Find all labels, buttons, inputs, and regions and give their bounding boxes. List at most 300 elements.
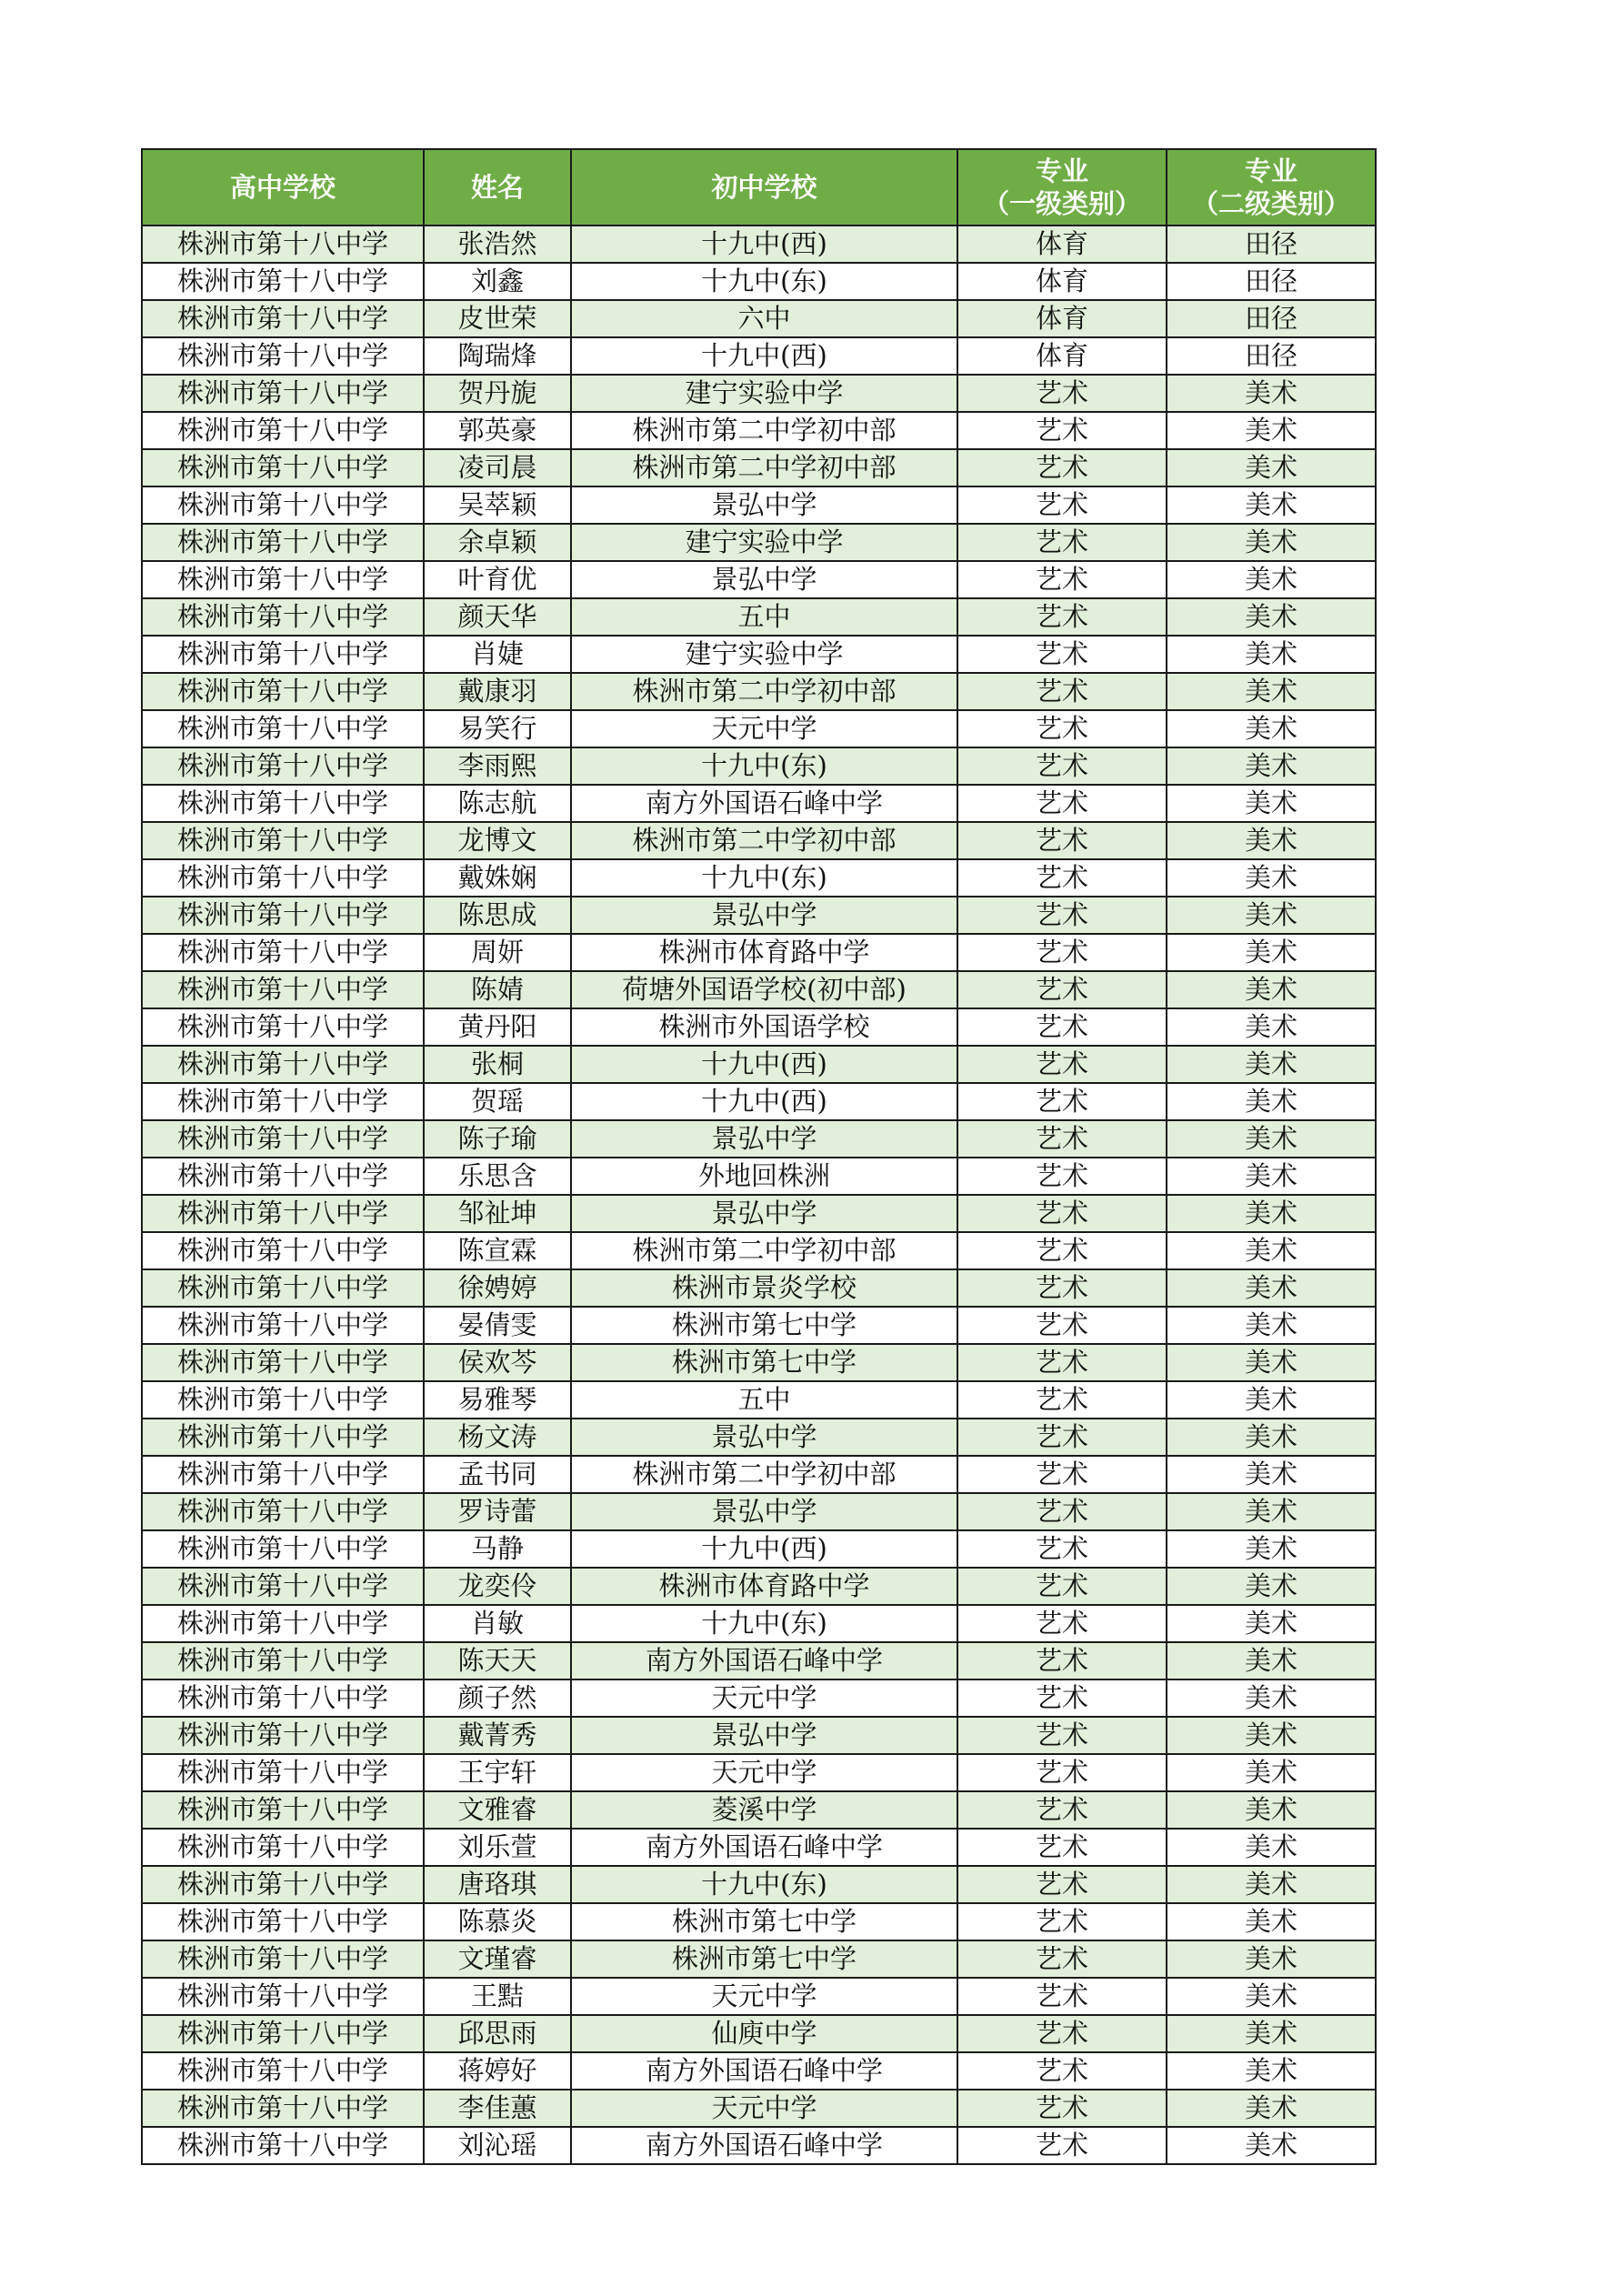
cell-major-level-1: 艺术 bbox=[957, 1195, 1167, 1232]
cell-name: 陶瑞烽 bbox=[424, 337, 571, 375]
cell-major-level-2: 美术 bbox=[1167, 785, 1376, 822]
cell-major-level-2: 美术 bbox=[1167, 1829, 1376, 1866]
column-header-major-level-2: 专业 （二级类别） bbox=[1167, 149, 1376, 226]
cell-high-school: 株洲市第十八中学 bbox=[142, 1083, 424, 1120]
cell-name: 马静 bbox=[424, 1530, 571, 1568]
cell-middle-school: 株洲市景炎学校 bbox=[571, 1269, 957, 1307]
cell-high-school: 株洲市第十八中学 bbox=[142, 971, 424, 1008]
cell-middle-school: 建宁实验中学 bbox=[571, 524, 957, 561]
table-row bbox=[142, 2127, 1376, 2164]
cell-middle-school: 荷塘外国语学校(初中部) bbox=[571, 971, 957, 1008]
table-row bbox=[142, 1754, 1376, 1791]
cell-name: 戴菁秀 bbox=[424, 1717, 571, 1754]
cell-major-level-1: 艺术 bbox=[957, 2090, 1167, 2127]
cell-name: 陈宣霖 bbox=[424, 1232, 571, 1269]
table-row bbox=[142, 1679, 1376, 1717]
cell-name: 肖婕 bbox=[424, 636, 571, 673]
table-row bbox=[142, 2052, 1376, 2090]
cell-high-school: 株洲市第十八中学 bbox=[142, 561, 424, 598]
cell-name: 戴康羽 bbox=[424, 673, 571, 710]
cell-middle-school: 株洲市第二中学初中部 bbox=[571, 449, 957, 486]
cell-middle-school: 株洲市第七中学 bbox=[571, 1344, 957, 1381]
table-row bbox=[142, 1978, 1376, 2015]
cell-high-school: 株洲市第十八中学 bbox=[142, 2090, 424, 2127]
cell-major-level-2: 美术 bbox=[1167, 673, 1376, 710]
cell-major-level-2: 美术 bbox=[1167, 561, 1376, 598]
cell-middle-school: 景弘中学 bbox=[571, 1195, 957, 1232]
cell-middle-school: 南方外国语石峰中学 bbox=[571, 785, 957, 822]
cell-name: 晏倩雯 bbox=[424, 1307, 571, 1344]
cell-name: 龙博文 bbox=[424, 822, 571, 859]
admission-table bbox=[141, 148, 1377, 2165]
cell-major-level-1: 艺术 bbox=[957, 2127, 1167, 2164]
cell-major-level-1: 艺术 bbox=[957, 1791, 1167, 1829]
cell-major-level-2: 美术 bbox=[1167, 1978, 1376, 2015]
table-row bbox=[142, 449, 1376, 486]
cell-name: 罗诗蕾 bbox=[424, 1493, 571, 1530]
table-row bbox=[142, 636, 1376, 673]
cell-middle-school: 十九中(西) bbox=[571, 1083, 957, 1120]
cell-major-level-1: 艺术 bbox=[957, 1717, 1167, 1754]
cell-major-level-2: 美术 bbox=[1167, 2090, 1376, 2127]
cell-major-level-1: 艺术 bbox=[957, 710, 1167, 747]
cell-major-level-1: 艺术 bbox=[957, 561, 1167, 598]
cell-high-school: 株洲市第十八中学 bbox=[142, 859, 424, 897]
cell-name: 郭英豪 bbox=[424, 412, 571, 449]
cell-major-level-2: 美术 bbox=[1167, 747, 1376, 785]
table-row bbox=[142, 1642, 1376, 1679]
cell-middle-school: 建宁实验中学 bbox=[571, 636, 957, 673]
cell-middle-school: 南方外国语石峰中学 bbox=[571, 2052, 957, 2090]
cell-major-level-1: 艺术 bbox=[957, 1605, 1167, 1642]
cell-high-school: 株洲市第十八中学 bbox=[142, 486, 424, 524]
cell-middle-school: 六中 bbox=[571, 300, 957, 337]
cell-major-level-1: 艺术 bbox=[957, 785, 1167, 822]
table-body bbox=[142, 226, 1376, 2164]
cell-high-school: 株洲市第十八中学 bbox=[142, 300, 424, 337]
table-row bbox=[142, 1269, 1376, 1307]
table-row bbox=[142, 300, 1376, 337]
cell-middle-school: 十九中(东) bbox=[571, 263, 957, 300]
cell-major-level-1: 艺术 bbox=[957, 412, 1167, 449]
cell-major-level-1: 艺术 bbox=[957, 1120, 1167, 1158]
cell-high-school: 株洲市第十八中学 bbox=[142, 1269, 424, 1307]
cell-middle-school: 十九中(东) bbox=[571, 1605, 957, 1642]
cell-name: 陈志航 bbox=[424, 785, 571, 822]
table-row bbox=[142, 971, 1376, 1008]
cell-middle-school: 景弘中学 bbox=[571, 897, 957, 934]
cell-major-level-2: 美术 bbox=[1167, 859, 1376, 897]
cell-major-level-1: 艺术 bbox=[957, 1530, 1167, 1568]
cell-high-school: 株洲市第十八中学 bbox=[142, 524, 424, 561]
cell-major-level-1: 体育 bbox=[957, 263, 1167, 300]
cell-name: 文瑾睿 bbox=[424, 1940, 571, 1978]
table-row bbox=[142, 1940, 1376, 1978]
cell-name: 李佳蕙 bbox=[424, 2090, 571, 2127]
cell-major-level-2: 美术 bbox=[1167, 375, 1376, 412]
cell-major-level-2: 美术 bbox=[1167, 822, 1376, 859]
cell-middle-school: 十九中(西) bbox=[571, 1046, 957, 1083]
cell-middle-school: 天元中学 bbox=[571, 710, 957, 747]
cell-major-level-2: 美术 bbox=[1167, 1903, 1376, 1940]
cell-middle-school: 株洲市第二中学初中部 bbox=[571, 412, 957, 449]
cell-major-level-2: 美术 bbox=[1167, 2052, 1376, 2090]
table-row bbox=[142, 337, 1376, 375]
cell-major-level-1: 艺术 bbox=[957, 1978, 1167, 2015]
cell-major-level-1: 艺术 bbox=[957, 524, 1167, 561]
cell-name: 陈天天 bbox=[424, 1642, 571, 1679]
cell-name: 颜子然 bbox=[424, 1679, 571, 1717]
cell-major-level-2: 美术 bbox=[1167, 2015, 1376, 2052]
table-row bbox=[142, 822, 1376, 859]
cell-major-level-2: 美术 bbox=[1167, 1307, 1376, 1344]
cell-major-level-1: 艺术 bbox=[957, 1568, 1167, 1605]
cell-major-level-2: 美术 bbox=[1167, 1940, 1376, 1978]
cell-major-level-1: 艺术 bbox=[957, 1344, 1167, 1381]
cell-major-level-2: 田径 bbox=[1167, 337, 1376, 375]
cell-major-level-1: 艺术 bbox=[957, 2052, 1167, 2090]
cell-major-level-2: 美术 bbox=[1167, 412, 1376, 449]
cell-high-school: 株洲市第十八中学 bbox=[142, 673, 424, 710]
cell-high-school: 株洲市第十八中学 bbox=[142, 1829, 424, 1866]
cell-high-school: 株洲市第十八中学 bbox=[142, 337, 424, 375]
cell-major-level-1: 艺术 bbox=[957, 1307, 1167, 1344]
cell-middle-school: 十九中(东) bbox=[571, 747, 957, 785]
cell-name: 贺丹旎 bbox=[424, 375, 571, 412]
cell-major-level-2: 美术 bbox=[1167, 1642, 1376, 1679]
cell-high-school: 株洲市第十八中学 bbox=[142, 375, 424, 412]
cell-major-level-1: 艺术 bbox=[957, 1381, 1167, 1419]
table-row bbox=[142, 747, 1376, 785]
cell-high-school: 株洲市第十八中学 bbox=[142, 747, 424, 785]
cell-middle-school: 株洲市第二中学初中部 bbox=[571, 673, 957, 710]
table-row bbox=[142, 1605, 1376, 1642]
cell-high-school: 株洲市第十八中学 bbox=[142, 2052, 424, 2090]
cell-major-level-2: 美术 bbox=[1167, 1344, 1376, 1381]
cell-middle-school: 十九中(西) bbox=[571, 1530, 957, 1568]
cell-name: 唐珞琪 bbox=[424, 1866, 571, 1903]
cell-name: 张浩然 bbox=[424, 226, 571, 263]
cell-middle-school: 天元中学 bbox=[571, 2090, 957, 2127]
table-row bbox=[142, 1419, 1376, 1456]
cell-name: 易雅琴 bbox=[424, 1381, 571, 1419]
cell-major-level-2: 美术 bbox=[1167, 1605, 1376, 1642]
table-row bbox=[142, 1903, 1376, 1940]
cell-major-level-2: 美术 bbox=[1167, 2127, 1376, 2164]
table-row bbox=[142, 598, 1376, 636]
cell-major-level-2: 美术 bbox=[1167, 1717, 1376, 1754]
cell-major-level-1: 艺术 bbox=[957, 1008, 1167, 1046]
cell-high-school: 株洲市第十八中学 bbox=[142, 1232, 424, 1269]
table-row bbox=[142, 1083, 1376, 1120]
cell-high-school: 株洲市第十八中学 bbox=[142, 897, 424, 934]
cell-high-school: 株洲市第十八中学 bbox=[142, 1605, 424, 1642]
cell-major-level-1: 艺术 bbox=[957, 636, 1167, 673]
cell-high-school: 株洲市第十八中学 bbox=[142, 1381, 424, 1419]
cell-middle-school: 十九中(东) bbox=[571, 1866, 957, 1903]
cell-middle-school: 株洲市第七中学 bbox=[571, 1940, 957, 1978]
cell-name: 文雅睿 bbox=[424, 1791, 571, 1829]
cell-major-level-1: 艺术 bbox=[957, 1829, 1167, 1866]
cell-high-school: 株洲市第十八中学 bbox=[142, 1717, 424, 1754]
cell-high-school: 株洲市第十八中学 bbox=[142, 1456, 424, 1493]
cell-high-school: 株洲市第十八中学 bbox=[142, 1940, 424, 1978]
cell-name: 余卓颖 bbox=[424, 524, 571, 561]
cell-major-level-2: 美术 bbox=[1167, 1530, 1376, 1568]
cell-high-school: 株洲市第十八中学 bbox=[142, 449, 424, 486]
table-row bbox=[142, 1195, 1376, 1232]
cell-major-level-2: 美术 bbox=[1167, 1568, 1376, 1605]
cell-high-school: 株洲市第十八中学 bbox=[142, 1866, 424, 1903]
cell-major-level-2: 美术 bbox=[1167, 1419, 1376, 1456]
cell-high-school: 株洲市第十八中学 bbox=[142, 226, 424, 263]
cell-name: 刘乐萱 bbox=[424, 1829, 571, 1866]
cell-middle-school: 十九中(西) bbox=[571, 226, 957, 263]
cell-high-school: 株洲市第十八中学 bbox=[142, 1008, 424, 1046]
cell-high-school: 株洲市第十八中学 bbox=[142, 2127, 424, 2164]
cell-name: 乐思含 bbox=[424, 1158, 571, 1195]
cell-high-school: 株洲市第十八中学 bbox=[142, 1679, 424, 1717]
cell-major-level-2: 美术 bbox=[1167, 971, 1376, 1008]
table-row bbox=[142, 673, 1376, 710]
table-row bbox=[142, 1120, 1376, 1158]
cell-major-level-2: 美术 bbox=[1167, 598, 1376, 636]
cell-middle-school: 景弘中学 bbox=[571, 1419, 957, 1456]
cell-major-level-1: 艺术 bbox=[957, 598, 1167, 636]
cell-major-level-1: 艺术 bbox=[957, 747, 1167, 785]
cell-high-school: 株洲市第十八中学 bbox=[142, 412, 424, 449]
cell-high-school: 株洲市第十八中学 bbox=[142, 1046, 424, 1083]
table-row bbox=[142, 1307, 1376, 1344]
cell-name: 邹祉坤 bbox=[424, 1195, 571, 1232]
cell-middle-school: 建宁实验中学 bbox=[571, 375, 957, 412]
table-row bbox=[142, 226, 1376, 263]
table-row bbox=[142, 1158, 1376, 1195]
cell-major-level-2: 美术 bbox=[1167, 1493, 1376, 1530]
table-row bbox=[142, 1046, 1376, 1083]
cell-name: 张桐 bbox=[424, 1046, 571, 1083]
cell-name: 易笑行 bbox=[424, 710, 571, 747]
cell-major-level-2: 美术 bbox=[1167, 710, 1376, 747]
cell-major-level-2: 美术 bbox=[1167, 1754, 1376, 1791]
cell-name: 叶育优 bbox=[424, 561, 571, 598]
cell-middle-school: 天元中学 bbox=[571, 1754, 957, 1791]
cell-middle-school: 株洲市第二中学初中部 bbox=[571, 1456, 957, 1493]
cell-major-level-1: 艺术 bbox=[957, 1269, 1167, 1307]
cell-major-level-1: 艺术 bbox=[957, 971, 1167, 1008]
cell-middle-school: 景弘中学 bbox=[571, 1120, 957, 1158]
table-row bbox=[142, 1493, 1376, 1530]
cell-major-level-1: 艺术 bbox=[957, 1232, 1167, 1269]
cell-name: 黄丹阳 bbox=[424, 1008, 571, 1046]
table-header-row bbox=[142, 149, 1376, 226]
cell-high-school: 株洲市第十八中学 bbox=[142, 1754, 424, 1791]
cell-major-level-2: 美术 bbox=[1167, 1269, 1376, 1307]
cell-high-school: 株洲市第十八中学 bbox=[142, 1978, 424, 2015]
cell-middle-school: 株洲市第二中学初中部 bbox=[571, 1232, 957, 1269]
cell-major-level-1: 艺术 bbox=[957, 1083, 1167, 1120]
cell-high-school: 株洲市第十八中学 bbox=[142, 1568, 424, 1605]
cell-middle-school: 天元中学 bbox=[571, 1978, 957, 2015]
cell-major-level-1: 艺术 bbox=[957, 934, 1167, 971]
cell-major-level-2: 美术 bbox=[1167, 636, 1376, 673]
cell-name: 陈思成 bbox=[424, 897, 571, 934]
cell-middle-school: 景弘中学 bbox=[571, 1493, 957, 1530]
cell-name: 王黠 bbox=[424, 1978, 571, 2015]
cell-high-school: 株洲市第十八中学 bbox=[142, 2015, 424, 2052]
cell-major-level-2: 美术 bbox=[1167, 1232, 1376, 1269]
cell-major-level-2: 美术 bbox=[1167, 1679, 1376, 1717]
cell-high-school: 株洲市第十八中学 bbox=[142, 1642, 424, 1679]
cell-name: 孟书同 bbox=[424, 1456, 571, 1493]
cell-name: 刘沁瑶 bbox=[424, 2127, 571, 2164]
cell-middle-school: 南方外国语石峰中学 bbox=[571, 1642, 957, 1679]
cell-name: 戴姝娴 bbox=[424, 859, 571, 897]
table-row bbox=[142, 2090, 1376, 2127]
table-row bbox=[142, 1344, 1376, 1381]
table-row bbox=[142, 1829, 1376, 1866]
cell-middle-school: 株洲市第七中学 bbox=[571, 1307, 957, 1344]
cell-major-level-1: 艺术 bbox=[957, 1046, 1167, 1083]
cell-high-school: 株洲市第十八中学 bbox=[142, 1120, 424, 1158]
cell-high-school: 株洲市第十八中学 bbox=[142, 1195, 424, 1232]
table-row bbox=[142, 1008, 1376, 1046]
cell-middle-school: 南方外国语石峰中学 bbox=[571, 1829, 957, 1866]
cell-middle-school: 株洲市体育路中学 bbox=[571, 934, 957, 971]
cell-name: 邱思雨 bbox=[424, 2015, 571, 2052]
cell-major-level-1: 艺术 bbox=[957, 1903, 1167, 1940]
cell-major-level-1: 艺术 bbox=[957, 822, 1167, 859]
cell-major-level-2: 田径 bbox=[1167, 226, 1376, 263]
cell-high-school: 株洲市第十八中学 bbox=[142, 1419, 424, 1456]
cell-high-school: 株洲市第十八中学 bbox=[142, 598, 424, 636]
cell-major-level-2: 美术 bbox=[1167, 486, 1376, 524]
cell-middle-school: 景弘中学 bbox=[571, 561, 957, 598]
cell-name: 刘鑫 bbox=[424, 263, 571, 300]
cell-major-level-2: 美术 bbox=[1167, 1008, 1376, 1046]
column-header-major-level-1: 专业 （一级类别） bbox=[957, 149, 1167, 226]
cell-middle-school: 五中 bbox=[571, 598, 957, 636]
cell-high-school: 株洲市第十八中学 bbox=[142, 934, 424, 971]
cell-major-level-2: 美术 bbox=[1167, 449, 1376, 486]
cell-name: 周妍 bbox=[424, 934, 571, 971]
table-row bbox=[142, 710, 1376, 747]
cell-middle-school: 景弘中学 bbox=[571, 1717, 957, 1754]
cell-major-level-1: 艺术 bbox=[957, 449, 1167, 486]
cell-middle-school: 菱溪中学 bbox=[571, 1791, 957, 1829]
cell-major-level-1: 艺术 bbox=[957, 859, 1167, 897]
cell-high-school: 株洲市第十八中学 bbox=[142, 1307, 424, 1344]
table-row bbox=[142, 486, 1376, 524]
table-row bbox=[142, 1568, 1376, 1605]
cell-name: 陈子瑜 bbox=[424, 1120, 571, 1158]
cell-major-level-1: 艺术 bbox=[957, 1493, 1167, 1530]
column-header-high-school: 高中学校 bbox=[142, 149, 424, 226]
cell-major-level-1: 体育 bbox=[957, 300, 1167, 337]
cell-major-level-1: 艺术 bbox=[957, 897, 1167, 934]
cell-major-level-2: 美术 bbox=[1167, 1456, 1376, 1493]
table-row bbox=[142, 375, 1376, 412]
cell-middle-school: 天元中学 bbox=[571, 1679, 957, 1717]
cell-name: 李雨熙 bbox=[424, 747, 571, 785]
cell-major-level-2: 田径 bbox=[1167, 300, 1376, 337]
cell-name: 龙奕伶 bbox=[424, 1568, 571, 1605]
table-row bbox=[142, 1866, 1376, 1903]
cell-middle-school: 外地回株洲 bbox=[571, 1158, 957, 1195]
column-header-name: 姓名 bbox=[424, 149, 571, 226]
cell-high-school: 株洲市第十八中学 bbox=[142, 1903, 424, 1940]
cell-high-school: 株洲市第十八中学 bbox=[142, 1344, 424, 1381]
table-row bbox=[142, 785, 1376, 822]
cell-high-school: 株洲市第十八中学 bbox=[142, 1530, 424, 1568]
cell-high-school: 株洲市第十八中学 bbox=[142, 1493, 424, 1530]
cell-major-level-2: 美术 bbox=[1167, 1046, 1376, 1083]
cell-major-level-2: 美术 bbox=[1167, 1158, 1376, 1195]
cell-middle-school: 株洲市外国语学校 bbox=[571, 1008, 957, 1046]
cell-major-level-2: 美术 bbox=[1167, 1866, 1376, 1903]
cell-major-level-2: 美术 bbox=[1167, 1381, 1376, 1419]
table-row bbox=[142, 2015, 1376, 2052]
cell-major-level-2: 美术 bbox=[1167, 524, 1376, 561]
cell-major-level-2: 美术 bbox=[1167, 1083, 1376, 1120]
cell-major-level-2: 美术 bbox=[1167, 1791, 1376, 1829]
cell-name: 徐娉婷 bbox=[424, 1269, 571, 1307]
cell-name: 肖敏 bbox=[424, 1605, 571, 1642]
table-row bbox=[142, 1456, 1376, 1493]
cell-name: 凌司晨 bbox=[424, 449, 571, 486]
table-row bbox=[142, 263, 1376, 300]
cell-major-level-2: 美术 bbox=[1167, 897, 1376, 934]
table-row bbox=[142, 412, 1376, 449]
table-row bbox=[142, 1530, 1376, 1568]
table-row bbox=[142, 897, 1376, 934]
cell-name: 吴萃颖 bbox=[424, 486, 571, 524]
cell-name: 王宇轩 bbox=[424, 1754, 571, 1791]
cell-major-level-1: 艺术 bbox=[957, 1679, 1167, 1717]
cell-name: 颜天华 bbox=[424, 598, 571, 636]
cell-major-level-1: 体育 bbox=[957, 337, 1167, 375]
cell-middle-school: 仙庾中学 bbox=[571, 2015, 957, 2052]
cell-major-level-1: 艺术 bbox=[957, 486, 1167, 524]
cell-major-level-2: 田径 bbox=[1167, 263, 1376, 300]
cell-high-school: 株洲市第十八中学 bbox=[142, 822, 424, 859]
cell-name: 贺瑶 bbox=[424, 1083, 571, 1120]
cell-high-school: 株洲市第十八中学 bbox=[142, 636, 424, 673]
cell-high-school: 株洲市第十八中学 bbox=[142, 1158, 424, 1195]
cell-name: 陈慕炎 bbox=[424, 1903, 571, 1940]
cell-high-school: 株洲市第十八中学 bbox=[142, 710, 424, 747]
cell-major-level-2: 美术 bbox=[1167, 1120, 1376, 1158]
cell-middle-school: 株洲市第七中学 bbox=[571, 1903, 957, 1940]
table-row bbox=[142, 561, 1376, 598]
cell-name: 皮世荣 bbox=[424, 300, 571, 337]
column-header-middle-school: 初中学校 bbox=[571, 149, 957, 226]
cell-middle-school: 株洲市第二中学初中部 bbox=[571, 822, 957, 859]
table-row bbox=[142, 934, 1376, 971]
cell-high-school: 株洲市第十八中学 bbox=[142, 1791, 424, 1829]
table-row bbox=[142, 1791, 1376, 1829]
cell-middle-school: 十九中(东) bbox=[571, 859, 957, 897]
cell-major-level-1: 艺术 bbox=[957, 2015, 1167, 2052]
cell-major-level-1: 艺术 bbox=[957, 1642, 1167, 1679]
cell-major-level-2: 美术 bbox=[1167, 934, 1376, 971]
cell-high-school: 株洲市第十八中学 bbox=[142, 785, 424, 822]
cell-name: 陈婧 bbox=[424, 971, 571, 1008]
table-row bbox=[142, 859, 1376, 897]
cell-name: 侯欢芩 bbox=[424, 1344, 571, 1381]
table-row bbox=[142, 1232, 1376, 1269]
table-row bbox=[142, 1381, 1376, 1419]
